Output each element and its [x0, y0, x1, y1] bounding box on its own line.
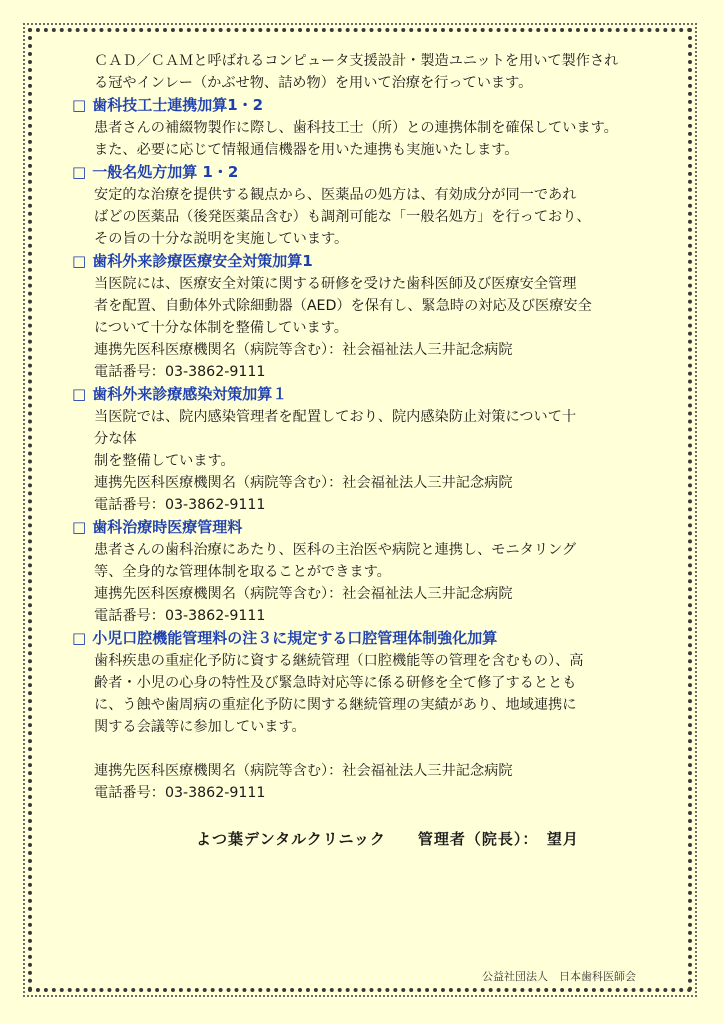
section-text: 者を配置、自動体外式除細動器（AED）を保有し、緊急時の対応及び医療安全	[94, 298, 592, 314]
checkbox-icon: □	[72, 629, 87, 647]
checkbox-icon: □	[72, 518, 87, 536]
checkbox-icon: □	[72, 252, 87, 270]
clinic-signature: よつ葉デンタルクリニック 管理者（院長）： 望月	[196, 830, 579, 848]
section-text: その旨の十分な説明を実施しています。	[94, 231, 349, 247]
section-text: 制を整備しています。	[94, 453, 235, 469]
section-text: 患者さんの補綴物製作に際し、歯科技工士（所）との連携体制を確保しています。	[94, 120, 618, 136]
section-title: 歯科外来診療感染対策加算１	[92, 385, 288, 403]
checkbox-icon: □	[72, 385, 87, 403]
section-text: 連携先医科医療機関名（病院等含む）：社会福祉法人三井記念病院	[94, 342, 513, 358]
section-heading	[72, 383, 662, 406]
section-text: 関する会議等に参加しています。	[94, 719, 306, 735]
checkbox-icon: □	[72, 163, 87, 181]
section-title: 小児口腔機能管理料の注３に規定する口腔管理体制強化加算	[92, 629, 498, 647]
section-text: について十分な体制を整備しています。	[94, 320, 348, 336]
section-text: に、う蝕や歯周病の重症化予防に関する継続管理の実績があり、地域連携に	[94, 697, 577, 713]
section-text: 齢者・小児の心身の特性及び緊急時対応等に係る研修を全て修了するととも	[94, 675, 577, 691]
checkbox-icon: □	[72, 96, 87, 114]
document-body	[72, 50, 662, 804]
section-text: 電話番号：03-3862-9111	[94, 364, 266, 380]
section-heading	[72, 627, 662, 650]
section-text: 安定的な治療を提供する観点から、医薬品の処方は、有効成分が同一であれ	[94, 187, 577, 203]
intro-line: ＣＡＤ／ＣＡＭと呼ばれるコンピュータ支援設計・製造ユニットを用いて製作され	[94, 53, 619, 69]
section-heading	[72, 161, 662, 184]
section-text: 電話番号：03-3862-9111	[94, 608, 266, 624]
section-title: 一般名処方加算 1・2	[92, 163, 239, 181]
section-text: ばどの医薬品（後発医薬品含む）も調剤可能な「一般名処方」を行っており、	[94, 209, 591, 225]
section-text: また、必要に応じて情報通信機器を用いた連携も実施いたします。	[94, 142, 519, 158]
section-heading	[72, 250, 662, 273]
section-title: 歯科治療時医療管理料	[92, 518, 243, 536]
section-text: 連携先医科医療機関名（病院等含む）：社会福祉法人三井記念病院	[94, 475, 513, 491]
section-text: 分な体	[94, 431, 137, 447]
section-text: 連携先医科医療機関名（病院等含む）：社会福祉法人三井記念病院	[94, 586, 513, 602]
section-heading	[72, 516, 662, 539]
footer-association: 公益社団法人 日本歯科医師会	[482, 970, 636, 983]
intro-line: る冠やインレー（かぶせ物、詰め物）を用いて治療を行っています。	[94, 75, 533, 91]
section-text: 当医院には、医療安全対策に関する研修を受けた歯科医師及び医療安全管理	[94, 276, 577, 292]
contact-phone: 電話番号：03-3862-9111	[94, 785, 266, 801]
section-title: 歯科技工士連携加算1・2	[92, 96, 264, 114]
section-title: 歯科外来診療医療安全対策加算1	[92, 252, 313, 270]
section-text: 電話番号：03-3862-9111	[94, 497, 266, 513]
section-text: 患者さんの歯科治療にあたり、医科の主治医や病院と連携し、モニタリング	[94, 542, 577, 558]
section-text: 等、全身的な管理体制を取ることができます。	[94, 564, 391, 580]
contact-hospital: 連携先医科医療機関名（病院等含む）：社会福祉法人三井記念病院	[94, 763, 513, 779]
spacer	[72, 738, 662, 760]
section-heading	[72, 94, 662, 117]
section-text: 歯科疾患の重症化予防に資する継続管理（口腔機能等の管理を含むもの）、高	[94, 653, 584, 669]
section-text: 当医院では、院内感染管理者を配置しており、院内感染防止対策について十	[94, 409, 577, 425]
